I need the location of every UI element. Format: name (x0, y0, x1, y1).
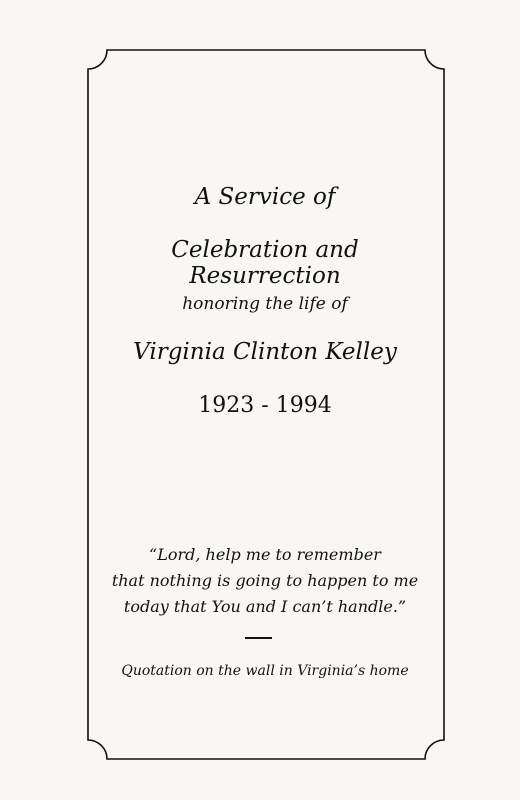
honoring-text: honoring the life of (182, 294, 348, 314)
quote-line-2: that nothing is going to happen to me (111, 571, 419, 590)
life-years: 1923 - 1994 (198, 393, 332, 418)
quote-line-1: “Lord, help me to remember (149, 545, 381, 564)
quote-attribution: Quotation on the wall in Virginia’s home (121, 663, 409, 679)
honoree-name: Virginia Clinton Kelley (133, 339, 397, 365)
service-title-line-1: A Service of (194, 184, 336, 210)
quotation (92, 542, 438, 620)
service-title-line-2: Celebration and Resurrection (171, 237, 359, 289)
divider-line (245, 637, 272, 639)
quote-line-3: today that You and I can’t handle.” (123, 597, 407, 616)
